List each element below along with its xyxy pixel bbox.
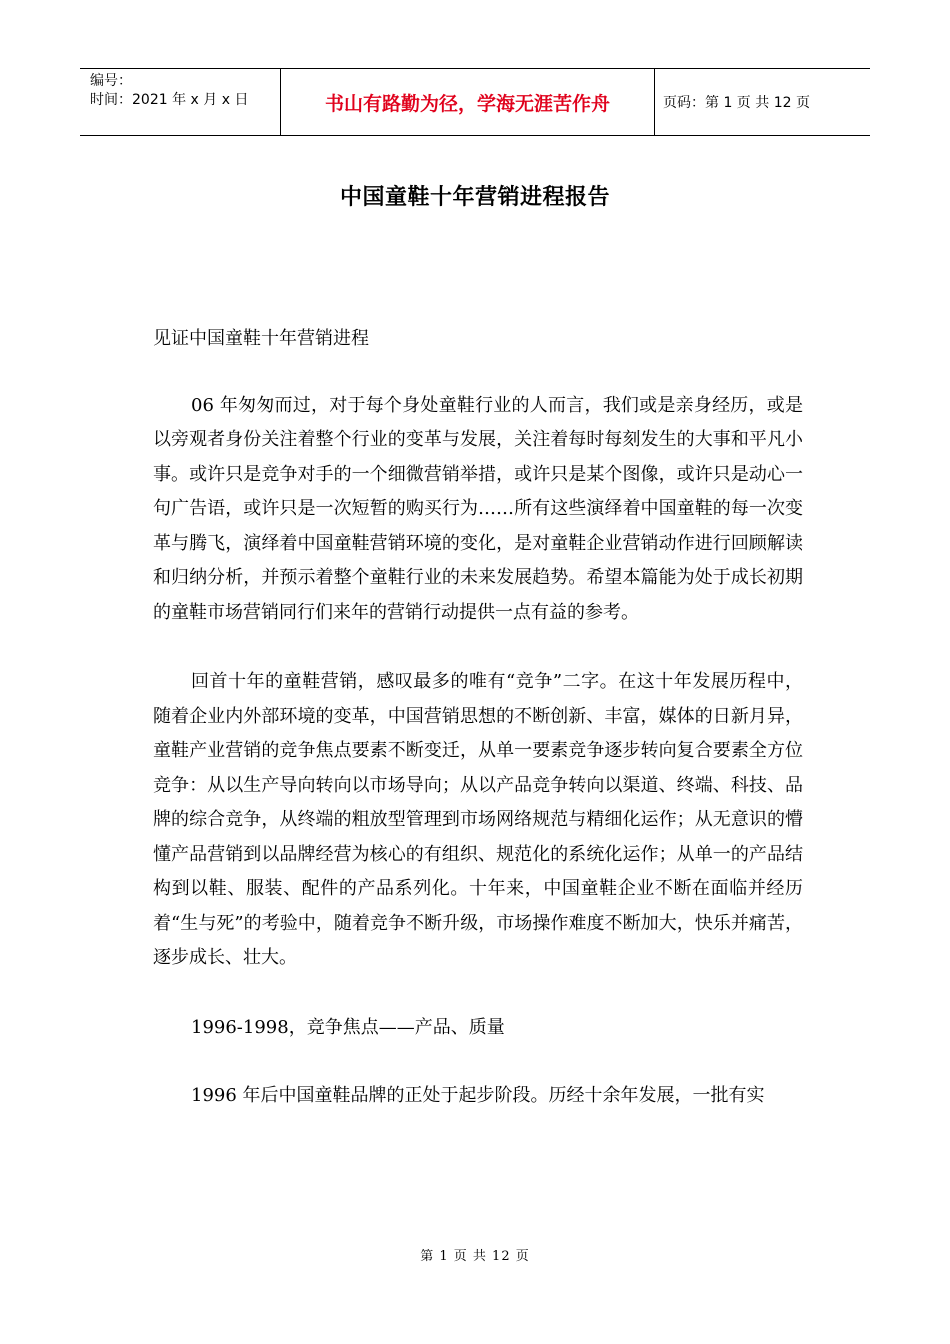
header-meta-cell [80,69,281,135]
body-paragraph: 06 年匆匆而过，对于每个身处童鞋行业的人而言，我们或是亲身经历，或是以旁观者身份关注着整个行业的变革与发展，关注着每时每刻发生的大事和平凡小事。或许只是竞争对手的一个细微营销举措，或许只是某个图像，或许只是动心一句广告语，或许只是一次短暂的购买行为……所有这些演绎着中国童鞋的每一次变革与腾飞，演绎着中国童鞋营销环境的变化，是对童鞋企业营销动作进行回顾解读和归纳分析，并预示着整个童鞋行业的未来发展趋势。希望本篇能为处于成长初期的童鞋市场营销同行们来年的营销行动提供一点有益的参考。 [153,394,803,623]
header-page-cell [655,69,870,135]
section-heading: 1996-1998，竞争焦点——产品、质量 [191,1016,505,1038]
document-body [153,322,803,1148]
number-label: 编号： [90,73,132,89]
time-label: 时间：2021 年 x 月 x 日 [90,92,249,108]
document-title: 中国童鞋十年营销进程报告 [339,185,610,210]
motto-text: 书山有路勤为径，学海无涯苦作舟 [324,92,610,115]
body-paragraph-partial: 1996 年后中国童鞋品牌的正处于起步阶段。历经十余年发展，一批有实 [191,1085,765,1106]
header-motto-cell [281,69,655,135]
page-info: 页码：第 1 页 共 12 页 [663,95,810,111]
body-paragraph: 回首十年的童鞋营销，感叹最多的唯有“竞争”二字。在这十年发展历程中，随着企业内外部环境的变革，中国营销思想的不断创新、丰富，媒体的日新月异，童鞋产业营销的竞争焦点要素不断变迁，从单一要素竞争逐步转向复合要素全方位竞争：从以生产导向转向以市场导向；从以产品竞争转向以渠道、终端、科技、品牌的综合竞争，从终端的粗放型管理到市场网络规范与精细化运作；从无意识的懵懂产品营销到以品牌经营为核心的有组织、规范化的系统化运作；从单一的产品结构到以鞋、服装、配件的产品系列化。十年来，中国童鞋企业不断在面临并经历着“生与死”的考验中，随着竞争不断升级，市场操作难度不断加大，快乐并痛苦，逐步成长、壮大。 [153,671,803,968]
document-subtitle: 见证中国童鞋十年营销进程 [153,328,369,349]
document-header [80,68,870,136]
page-footer: 第 1 页 共 12 页 [420,1249,530,1264]
